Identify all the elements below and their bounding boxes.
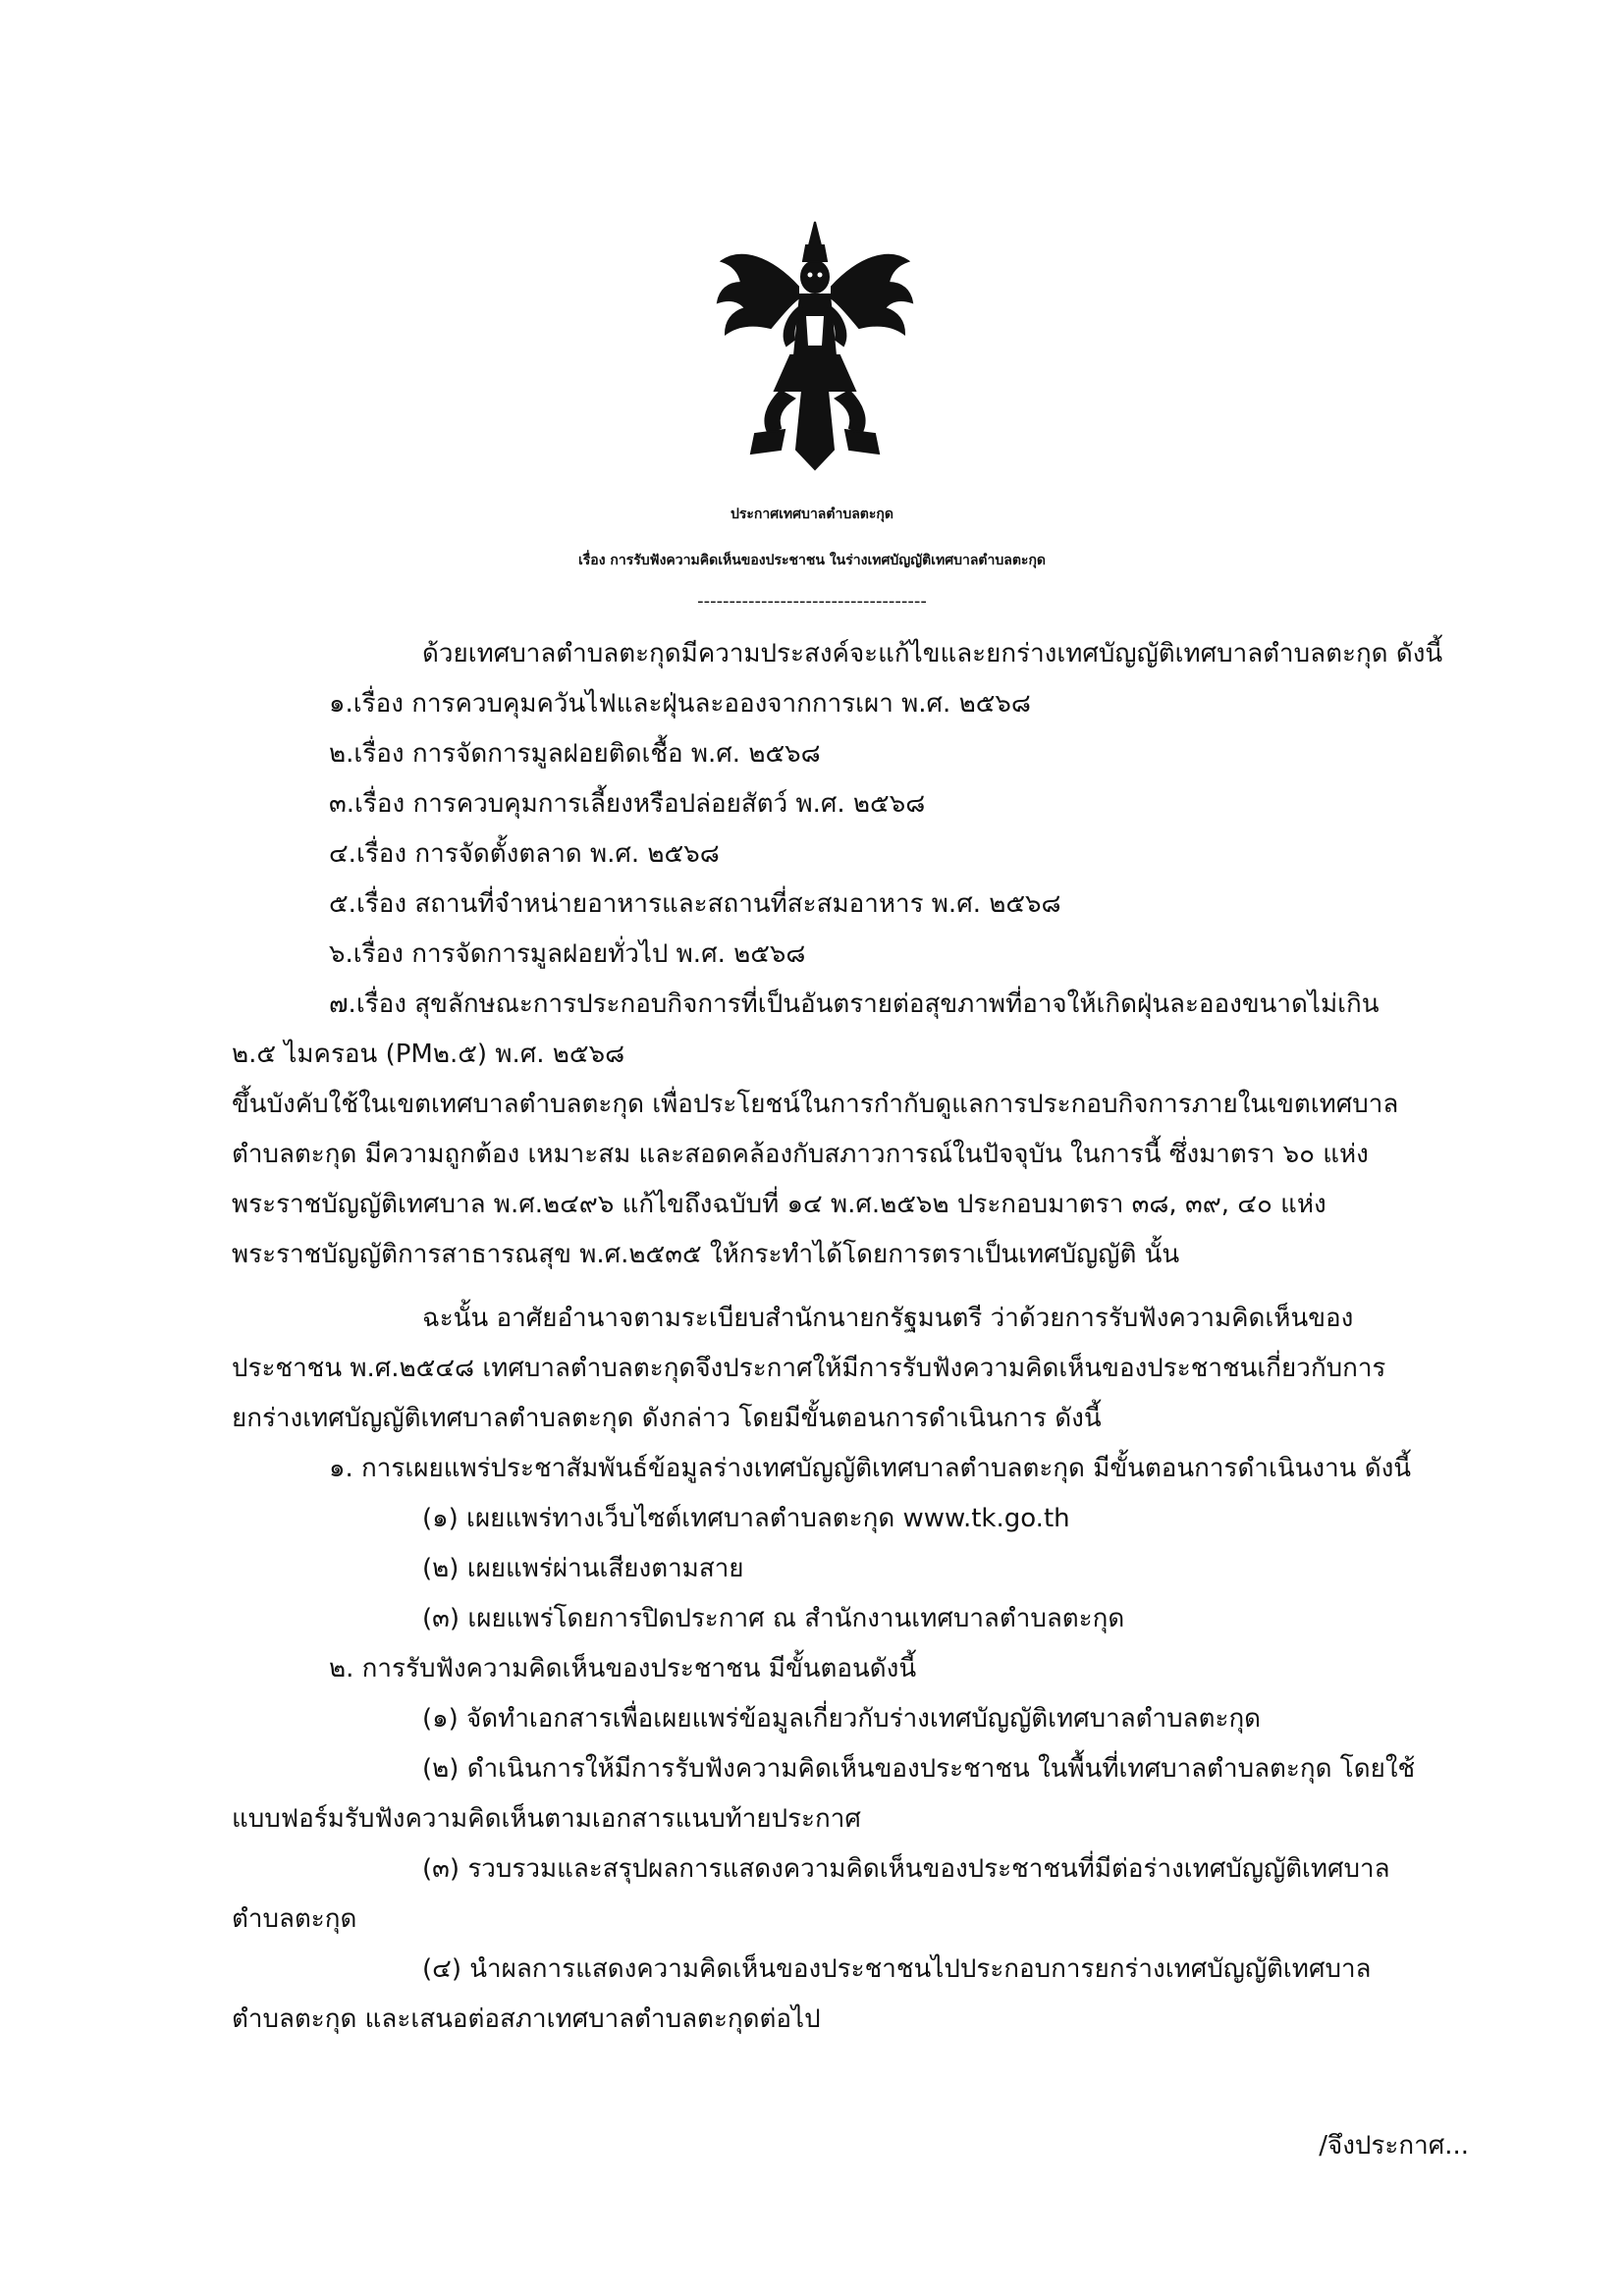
paragraph-2-line-1: ฉะนั้น อาศัยอำนาจตามระเบียบสำนักนายกรัฐมนตรี ว่าด้วยการรับฟังความคิดเห็นของ xyxy=(422,1304,1354,1333)
ordinance-item-1: ๑.เรื่อง การควบคุมควันไฟและฝุ่นละอองจากการเผา พ.ศ. ๒๕๖๘ xyxy=(329,689,1031,719)
paragraph-1-line-3: พระราชบัญญัติเทศบาล พ.ศ.๒๔๙๖ แก้ไขถึงฉบับที่ ๑๔ พ.ศ.๒๕๖๒ ประกอบมาตรา ๓๘, ๓๙, ๔๐ แห่ง xyxy=(232,1190,1326,1219)
step-1-heading: ๑. การเผยแพร่ประชาสัมพันธ์ข้อมูลร่างเทศบัญญัติเทศบาลตำบลตะกุด มีขั้นตอนการดำเนินงาน ดังนี้ xyxy=(329,1454,1412,1483)
step-1-item-2: (๒) เผยแพร่ผ่านเสียงตามสาย xyxy=(422,1554,744,1583)
ordinance-item-7-continued: ๒.๕ ไมครอน (PM๒.๕) พ.ศ. ๒๕๖๘ xyxy=(232,1040,625,1069)
step-2-item-3: (๓) รวบรวมและสรุปผลการแสดงความคิดเห็นของประชาชนที่มีต่อร่างเทศบัญญัติเทศบาล xyxy=(422,1854,1390,1884)
step-2-item-4: (๔) นำผลการแสดงความคิดเห็นของประชาชนไปประกอบการยกร่างเทศบัญญัติเทศบาล xyxy=(422,1954,1372,1984)
step-1-item-3: (๓) เผยแพร่โดยการปิดประกาศ ณ สำนักงานเทศบาลตำบลตะกุด xyxy=(422,1604,1125,1633)
announcement-title: ประกาศเทศบาลตำบลตะกุด xyxy=(731,507,893,522)
step-2-item-1: (๑) จัดทำเอกสารเพื่อเผยแพร่ข้อมูลเกี่ยวกับร่างเทศบัญญัติเทศบาลตำบลตะกุด xyxy=(422,1704,1262,1734)
announcement-subject: เรื่อง การรับฟังความคิดเห็นของประชาชน ในร่างเทศบัญญัติเทศบาลตำบลตะกุด xyxy=(577,553,1047,568)
step-2-item-2-continued: แบบฟอร์มรับฟังความคิดเห็นตามเอกสารแนบท้ายประกาศ xyxy=(232,1804,861,1834)
garuda-emblem-graphic xyxy=(712,218,918,473)
paragraph-2-line-2: ประชาชน พ.ศ.๒๕๔๘ เทศบาลตำบลตะกุดจึงประกาศให้มีการรับฟังความคิดเห็นของประชาชนเกี่ยวกับการ xyxy=(232,1354,1386,1383)
step-2-heading: ๒. การรับฟังความคิดเห็นของประชาชน มีขั้นตอนดังนี้ xyxy=(329,1654,917,1683)
step-1-item-1: (๑) เผยแพร่ทางเว็บไซต์เทศบาลตำบลตะกุด www.tk.go.th xyxy=(422,1504,1070,1533)
garuda-emblem xyxy=(712,218,918,473)
ordinance-item-6: ๖.เรื่อง การจัดการมูลฝอยทั่วไป พ.ศ. ๒๕๖๘ xyxy=(329,939,806,969)
ordinance-item-7: ๗.เรื่อง สุขลักษณะการประกอบกิจการที่เป็นอันตรายต่อสุขภาพที่อาจให้เกิดฝุ่นละอองขนาดไม่เกิน xyxy=(329,989,1380,1019)
paragraph-1-line-1: ขึ้นบังคับใช้ในเขตเทศบาลตำบลตะกุด เพื่อประโยชน์ในการกำกับดูแลการประกอบกิจการภายในเขตเทศบาล xyxy=(232,1090,1399,1119)
ordinance-item-4: ๔.เรื่อง การจัดตั้งตลาด พ.ศ. ๒๕๖๘ xyxy=(329,839,720,869)
step-2-item-2: (๒) ดำเนินการให้มีการรับฟังความคิดเห็นของประชาชน ในพื้นที่เทศบาลตำบลตะกุด โดยใช้ xyxy=(422,1754,1416,1784)
step-2-item-3-continued: ตำบลตะกุด xyxy=(232,1904,357,1934)
paragraph-1-line-2: ตำบลตะกุด มีความถูกต้อง เหมาะสม และสอดคล้องกับสภาวการณ์ในปัจจุบัน ในการนี้ ซึ่งมาตรา ๖๐ แห่ง xyxy=(232,1140,1369,1169)
step-2-item-4-continued: ตำบลตะกุด และเสนอต่อสภาเทศบาลตำบลตะกุดต่อไป xyxy=(232,2004,821,2034)
ordinance-item-5: ๕.เรื่อง สถานที่จำหน่ายอาหารและสถานที่สะสมอาหาร พ.ศ. ๒๕๖๘ xyxy=(329,889,1061,919)
intro-line: ด้วยเทศบาลตำบลตะกุดมีความประสงค์จะแก้ไขและยกร่างเทศบัญญัติเทศบาลตำบลตะกุด ดังนี้ xyxy=(422,639,1443,668)
title-divider: ------------------------------------ xyxy=(697,591,927,612)
paragraph-2-line-3: ยกร่างเทศบัญญัติเทศบาลตำบลตะกุด ดังกล่าว โดยมีขั้นตอนการดำเนินการ ดังนี้ xyxy=(232,1404,1102,1433)
ordinance-item-2: ๒.เรื่อง การจัดการมูลฝอยติดเชื้อ พ.ศ. ๒๕๖๘ xyxy=(329,739,821,769)
continued-marker: /จึงประกาศ... xyxy=(1319,2131,1469,2161)
paragraph-1-line-4: พระราชบัญญัติการสาธารณสุข พ.ศ.๒๕๓๕ ให้กระทำได้โดยการตราเป็นเทศบัญญัติ นั้น xyxy=(232,1240,1180,1269)
ordinance-item-3: ๓.เรื่อง การควบคุมการเลี้ยงหรือปล่อยสัตว์ พ.ศ. ๒๕๖๘ xyxy=(329,789,926,819)
